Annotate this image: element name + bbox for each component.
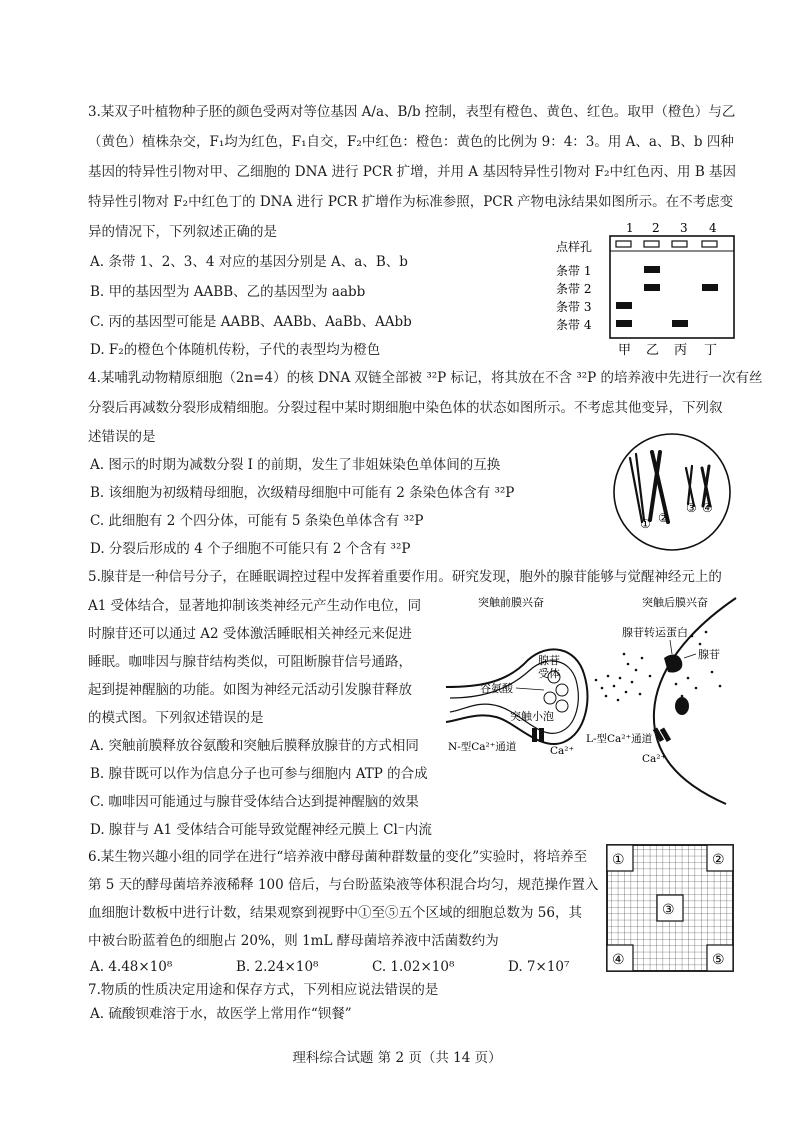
q4-stem-line: 分裂后再减数分裂形成精细胞。分裂过程中某时期细胞中染色体的状态如图所示。不考虑其他变异，下列叙	[88, 400, 723, 416]
gel-well	[644, 241, 659, 247]
chromosome-3	[686, 466, 694, 506]
cell-membrane	[614, 434, 730, 550]
glutamate-pointer	[516, 688, 544, 690]
region-label: ②	[712, 852, 725, 868]
q6-option-c: C. 1.02×10⁸	[372, 959, 455, 975]
adenosine-pointer	[684, 654, 696, 658]
synaptic-vesicle	[556, 700, 568, 712]
chromosome-label: ③	[686, 501, 697, 515]
ca-label: Ca²⁺	[550, 745, 575, 757]
q5-stem-line: A1 受体结合，显著地抑制该类神经元产生动作电位，同	[88, 598, 422, 614]
glutamate-label: 谷氨酸	[480, 682, 513, 695]
q4-option-b: B. 该细胞为初级精母细胞，次级精母细胞中可能有 2 条染色体含有 ³²P	[90, 485, 515, 501]
q3-option-a: A. 条带 1、2、3、4 对应的基因分别是 A、a、B、b	[90, 254, 408, 270]
intracellular-body	[675, 697, 689, 715]
band-label: 条带 2	[556, 282, 592, 296]
q3-stem-line: （黄色）植株杂交，F₁均为红色，F₁自交，F₂中红色：橙色：黄色的比例为 9：4：3。用 A、a、B、b 四种	[88, 134, 734, 150]
q3-option-c: C. 丙的基因型可能是 AABB、AABb、AaBb、AAbb	[90, 314, 412, 330]
q6-stem-line: 第 5 天的酵母菌培养液稀释 100 倍后，与台盼蓝染液等体积混合均匀，规范操作置入	[88, 877, 599, 893]
q4-option-a: A. 图示的时期为减数分裂 I 的前期，发生了非姐妹染色单体间的互换	[90, 457, 501, 473]
lane-number: 1	[626, 221, 634, 235]
q4-stem-line: 4.某哺乳动物精原细胞（2n=4）的核 DNA 双链全部被 ³²P 标记，将其放在不含 ³²P 的培养液中先进行一次有丝	[88, 370, 763, 386]
page-footer: 理科综合试题 第 2 页（共 14 页）	[292, 1050, 502, 1066]
gel-band	[616, 302, 632, 309]
sample-label: 丙	[674, 343, 688, 358]
lane-number: 4	[709, 221, 717, 235]
gel-well	[672, 241, 687, 247]
q7-stem-line: 7.物质的性质决定用途和保存方式，下列相应说法错误的是	[88, 982, 439, 998]
presynaptic-label: 突触前膜兴奋	[478, 596, 544, 609]
q6-stem-line: 中被台盼蓝着色的细胞占 20%，则 1mL 酵母菌培养液中活菌数约为	[88, 933, 499, 949]
transporter-pointer	[670, 640, 672, 654]
meiosis-cell-figure	[610, 430, 734, 554]
q5-stem-line: 的模式图。下列叙述错误的是	[88, 710, 264, 726]
q5-stem-line: 睡眠。咖啡因与腺苷结构类似，可阻断腺苷信号通路，	[88, 654, 412, 670]
q5-option-c: C. 咖啡因可能通过与腺苷受体结合达到提神醒脑的效果	[90, 794, 419, 810]
q3-stem-line: 异的情况下，下列叙述正确的是	[88, 224, 277, 240]
band-label: 条带 3	[556, 300, 592, 314]
gel-well	[616, 241, 631, 247]
q5-stem-line: 时腺苷还可以通过 A2 受体激活睡眠相关神经元来促进	[88, 626, 412, 642]
q5-option-d: D. 腺苷与 A1 受体结合可能导致觉醒神经元膜上 Cl⁻内流	[90, 822, 432, 838]
l-channel-label: L-型Ca²⁺通道	[586, 733, 653, 745]
region-label: ③	[662, 902, 675, 918]
ca-label: Ca²⁺	[642, 753, 667, 765]
chromosome-4	[702, 466, 710, 506]
band-label: 条带 1	[556, 264, 592, 278]
gel-band	[644, 284, 660, 291]
transporter-label: 腺苷转运蛋白	[622, 626, 688, 639]
receptor-label: 受体	[538, 667, 560, 680]
adenosine-label: 腺苷	[698, 648, 720, 661]
region-label: ⑤	[712, 952, 725, 968]
synapse-adenosine-figure	[436, 592, 746, 807]
q6-option-a: A. 4.48×10⁸	[90, 959, 173, 975]
q5-option-b: B. 腺苷既可以作为信息分子也可参与细胞内 ATP 的合成	[90, 766, 428, 782]
gel-band	[616, 320, 632, 327]
q6-option-b: B. 2.24×10⁸	[236, 959, 319, 975]
receptor-label: 腺苷	[538, 654, 560, 667]
chromosome-1	[630, 454, 644, 522]
hemocytometer-grid-figure	[605, 843, 735, 973]
q3-option-b: B. 甲的基因型为 AABB、乙的基因型为 aabb	[90, 284, 366, 300]
well-label: 点样孔	[556, 240, 593, 254]
gel-band	[644, 266, 660, 273]
q7-option-a: A. 硫酸钡难溶于水，故医学上常用作“钡餐”	[90, 1006, 352, 1022]
chromosome-label: ①	[640, 517, 651, 531]
gel-band	[702, 284, 718, 291]
vesicle-label: 突触小泡	[510, 710, 554, 723]
chromosome-label: ④	[702, 501, 713, 515]
q5-stem-line: 起到提神醒脑的功能。如图为神经元活动引发腺苷释放	[88, 682, 412, 698]
q6-stem-line: 6.某生物兴趣小组的同学在进行“培养液中酵母菌种群数量的变化”实验时，将培养至	[88, 849, 588, 865]
q6-stem-line: 血细胞计数板中进行计数，结果观察到视野中①至⑤五个区域的细胞总数为 56，其	[88, 905, 582, 921]
q4-stem-line: 述错误的是	[88, 429, 156, 445]
gel-band	[672, 320, 688, 327]
sample-label: 丁	[704, 343, 718, 358]
released-neurotransmitter	[595, 653, 652, 702]
q4-option-c: C. 此细胞有 2 个四分体，可能有 5 条染色单体含有 ³²P	[90, 513, 424, 529]
sample-label: 乙	[646, 343, 660, 358]
synaptic-vesicle	[556, 684, 568, 696]
gel-electrophoresis-figure	[552, 220, 742, 360]
chromosome-label: ②	[658, 511, 669, 525]
lane-number: 3	[680, 221, 688, 235]
gel-well	[702, 241, 717, 247]
region-label: ④	[612, 952, 625, 968]
q3-stem-line: 3.某双子叶植物种子胚的颜色受两对等位基因 A/a、B/b 控制，表型有橙色、黄色、红色。取甲（橙色）与乙	[88, 104, 736, 120]
q5-option-a: A. 突触前膜释放谷氨酸和突触后膜释放腺苷的方式相同	[90, 738, 419, 754]
postsynaptic-label: 突触后膜兴奋	[642, 596, 708, 609]
n-channel-label: N-型Ca²⁺通道	[448, 741, 517, 753]
q6-option-d: D. 7×10⁷	[508, 959, 570, 975]
q4-option-d: D. 分裂后形成的 4 个子细胞不可能只有 2 个含有 ³²P	[90, 541, 411, 557]
q5-stem-line: 5.腺苷是一种信号分子，在睡眠调控过程中发挥着重要作用。研究发现，胞外的腺苷能够与觉醒神经元上的	[88, 569, 722, 585]
band-label: 条带 4	[556, 318, 592, 332]
q3-option-d: D. F₂的橙色个体随机传粉，子代的表型均为橙色	[90, 342, 381, 358]
synaptic-vesicle	[544, 692, 556, 704]
region-label: ①	[612, 852, 625, 868]
sample-label: 甲	[618, 343, 632, 358]
q3-stem-line: 特异性引物对 F₂中红色丁的 DNA 进行 PCR 扩增作为标准参照，PCR 产物电泳结果如图所示。在不考虑变	[88, 194, 734, 210]
lane-number: 2	[652, 221, 660, 235]
q3-stem-line: 基因的特异性引物对甲、乙细胞的 DNA 进行 PCR 扩增，并用 A 基因特异性引物对 F₂中红色丙、用 B 基因	[88, 164, 737, 180]
